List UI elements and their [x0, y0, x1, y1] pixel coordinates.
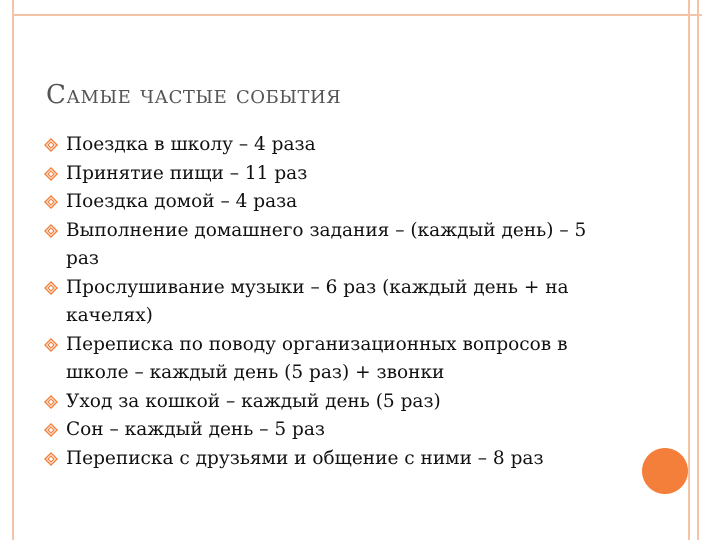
list-item: [44, 131, 624, 160]
orange-circle-decoration: [642, 448, 688, 494]
frame-right-line-inner: [688, 0, 690, 540]
list-item-text: Переписка по поводу организационных вопросов в школе – каждый день (5 раз) + звонки: [66, 333, 568, 383]
diamond-ornament-icon: [44, 160, 66, 189]
slide-title: Самые частые события: [46, 80, 342, 110]
list-item-text: Уход за кошкой – каждый день (5 раз): [66, 390, 441, 412]
diamond-ornament-icon: [44, 131, 66, 160]
diamond-ornament-icon: [44, 274, 66, 303]
frame-left-line: [12, 0, 14, 540]
bullet-list: [44, 131, 624, 473]
list-item-text: Прослушивание музыки – 6 раз (каждый день + на качелях): [66, 276, 569, 326]
list-item-text: Переписка с друзьями и общение с ними – 8 раз: [66, 447, 544, 469]
list-item-text: Сон – каждый день – 5 раз: [66, 419, 325, 440]
list-item-text: Поездка в школу – 4 раза: [66, 134, 316, 155]
diamond-ornament-icon: [44, 217, 66, 246]
diamond-ornament-icon: [44, 445, 66, 474]
frame-right-line-outer: [697, 0, 699, 540]
list-item-text: Выполнение домашнего задания – (каждый день) – 5 раз: [66, 219, 587, 269]
frame-top-line: [12, 14, 702, 16]
list-item: [44, 160, 624, 189]
list-item: [44, 274, 624, 331]
list-item: [44, 331, 624, 388]
list-item: [44, 388, 624, 417]
list-item-text: Поездка домой – 4 раза: [66, 191, 298, 212]
list-item: [44, 416, 624, 445]
list-item-text: Принятие пищи – 11 раз: [66, 162, 308, 184]
diamond-ornament-icon: [44, 416, 66, 445]
list-item: [44, 445, 624, 474]
diamond-ornament-icon: [44, 331, 66, 360]
list-item: [44, 188, 624, 217]
diamond-ornament-icon: [44, 188, 66, 217]
list-item: [44, 217, 624, 274]
diamond-ornament-icon: [44, 388, 66, 417]
